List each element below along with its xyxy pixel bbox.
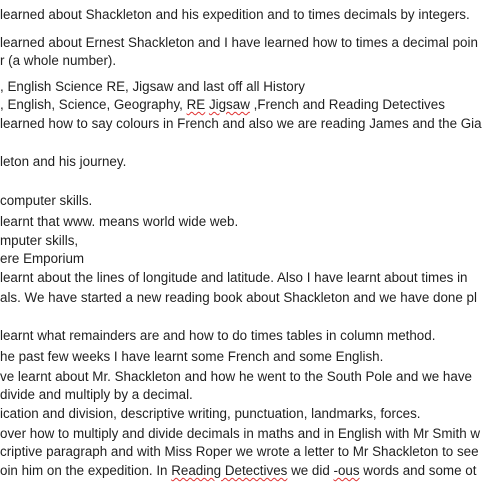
text-run: leton and his journey. <box>0 154 127 169</box>
text-line <box>0 34 478 52</box>
text-run: mputer skills, <box>0 233 79 248</box>
text-line <box>0 250 84 268</box>
text-run: ,French and Reading Detectives <box>249 97 445 112</box>
text-line <box>0 289 477 307</box>
text-run: r (a whole number). <box>0 53 117 68</box>
text-line <box>0 52 116 70</box>
text-run: words and some ot <box>359 463 477 478</box>
text-line <box>0 192 92 210</box>
text-run: learned about Shackleton and his expedition and to times decimals by integers. <box>0 7 470 22</box>
text-line <box>0 386 193 404</box>
text-line <box>0 368 472 386</box>
text-line <box>0 232 78 250</box>
text-run: oin him on the expedition. In <box>0 463 172 478</box>
text-run: learnt about the lines of longitude and latitude. Also I have learnt about times in <box>0 270 468 285</box>
text-run: computer skills. <box>0 193 93 208</box>
text-line <box>0 153 126 171</box>
spellcheck-flagged-word: Jigsaw <box>208 97 250 112</box>
text-run: divide and multiply by a decimal. <box>0 387 193 402</box>
spellcheck-flagged-word: RE <box>186 97 206 112</box>
text-run: we did <box>287 463 334 478</box>
text-run: learned about Ernest Shackleton and I have learned how to times a decimal poin <box>0 35 478 50</box>
text-run: over how to multiply and divide decimals in maths and in English with Mr Smith w <box>0 426 481 441</box>
text-line <box>0 405 421 423</box>
text-line <box>0 213 238 231</box>
text-run: learnt that www. means world wide web. <box>0 214 239 229</box>
text-line <box>0 425 480 443</box>
text-line <box>0 462 476 480</box>
text-line <box>0 6 470 24</box>
text-line <box>0 78 305 96</box>
text-line <box>0 115 482 133</box>
text-run: , English, Science, Geography, <box>0 97 187 112</box>
text-run: , English Science RE, Jigsaw and last off all History <box>0 79 305 94</box>
spellcheck-flagged-word: Reading Detectives <box>171 463 288 478</box>
text-run: learnt what remainders are and how to do times tables in column method. <box>0 328 436 343</box>
text-run: criptive paragraph and with Miss Roper we wrote a letter to Mr Shackleton to see <box>0 444 479 459</box>
text-run: ve learnt about Mr. Shackleton and how he went to the South Pole and we have <box>0 369 472 384</box>
text-line <box>0 96 445 114</box>
text-run: ere Emporium <box>0 251 85 266</box>
text-line <box>0 348 383 366</box>
text-line <box>0 269 468 287</box>
text-line <box>0 327 435 345</box>
text-run: learned how to say colours in French and also we are reading James and the Gia <box>0 116 482 131</box>
text-run: ication and division, descriptive writing, punctuation, landmarks, forces. <box>0 406 421 421</box>
spellcheck-flagged-word: -ous <box>333 463 360 478</box>
text-run: he past few weeks I have learnt some French and some English. <box>0 349 384 364</box>
text-line <box>0 443 479 461</box>
text-run: als. We have started a new reading book about Shackleton and we have done pl <box>0 290 477 305</box>
